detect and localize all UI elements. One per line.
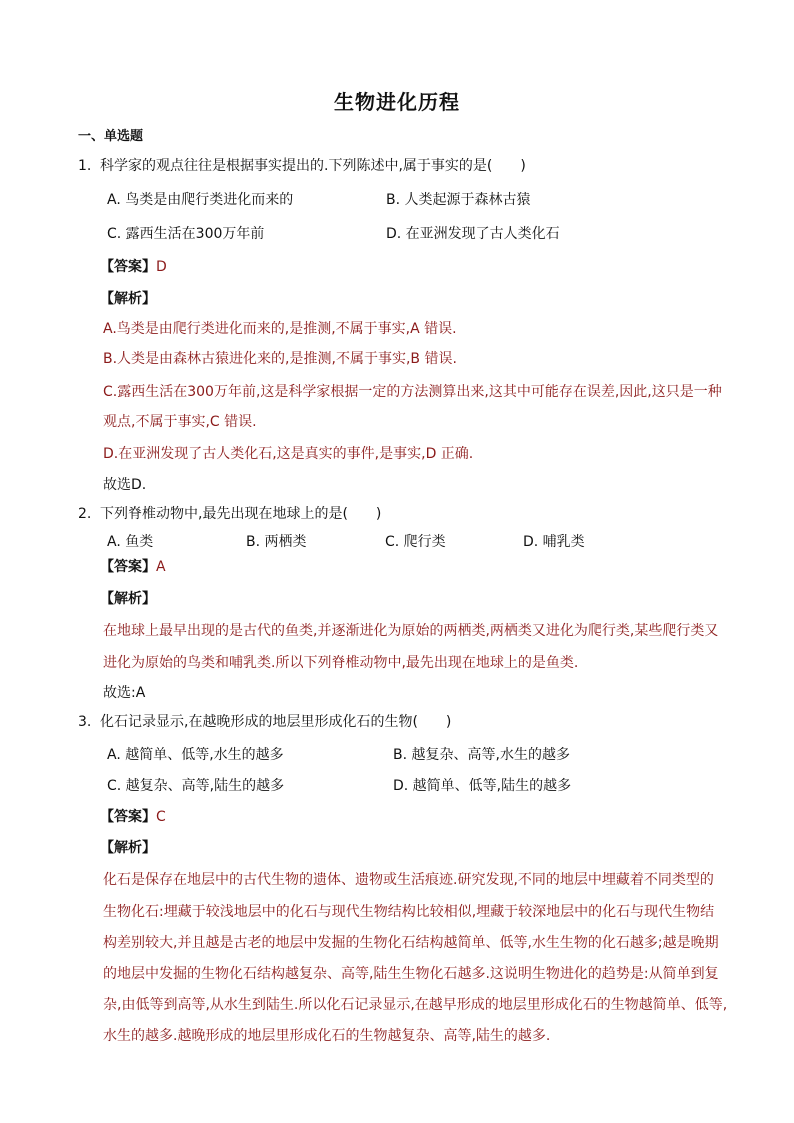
answer-line <box>100 256 167 276</box>
analysis-line: 进化为原始的鸟类和哺乳类.所以下列脊椎动物中,最先出现在地球上的是鱼类. <box>103 655 579 671</box>
conclusion: 故选:A <box>103 685 146 701</box>
analysis-line: 化石是保存在地层中的古代生物的遗体、遗物或生活痕迹.研究发现,不同的地层中埋藏着不同类型的 <box>103 872 714 888</box>
answer-line <box>100 556 166 576</box>
analysis-line: A.鸟类是由爬行类进化而来的,是推测,不属于事实,A 错误. <box>103 321 457 337</box>
analysis-line: 的地层中发掘的生物化石结构越复杂、高等,陆生生物化石越多.这说明生物进化的趋势是:从简单到复 <box>103 966 719 982</box>
question-stem: 科学家的观点往往是根据事实提出的.下列陈述中,属于事实的是( ) <box>100 158 526 174</box>
question-stem: 化石记录显示,在越晚形成的地层里形成化石的生物( ) <box>100 714 452 730</box>
question-stem: 下列脊椎动物中,最先出现在地球上的是( ) <box>100 506 382 522</box>
conclusion: 故选D. <box>103 477 147 493</box>
answer-value: D <box>156 259 167 275</box>
option-d: D. 越简单、低等,陆生的越多 <box>393 778 572 794</box>
question-number: 2. <box>78 506 92 522</box>
option-b: B. 人类起源于森林古猿 <box>386 192 531 208</box>
option-d: D. 哺乳类 <box>523 534 585 550</box>
analysis-label: 【解析】 <box>100 840 156 856</box>
answer-value: A <box>156 559 166 575</box>
answer-label: 【答案】 <box>100 259 156 275</box>
analysis-line: 生物化石:埋藏于较浅地层中的化石与现代生物结构比较相似,埋藏于较深地层中的化石与现代生物结 <box>103 904 715 920</box>
option-c: C. 越复杂、高等,陆生的越多 <box>107 778 285 794</box>
analysis-line: 水生的越多.越晚形成的地层里形成化石的生物越复杂、高等,陆生的越多. <box>103 1028 551 1044</box>
analysis-line: 观点,不属于事实,C 错误. <box>103 414 257 430</box>
question-number: 3. <box>78 714 92 730</box>
analysis-line: 在地球上最早出现的是古代的鱼类,并逐渐进化为原始的两栖类,两栖类又进化为爬行类,某些爬行类又 <box>103 623 719 639</box>
answer-label: 【答案】 <box>100 559 156 575</box>
option-c: C. 爬行类 <box>385 534 446 550</box>
option-b: B. 越复杂、高等,水生的越多 <box>393 747 570 763</box>
analysis-line: 构差别较大,并且越是古老的地层中发掘的生物化石结构越简单、低等,水生生物的化石越多;越是晚期 <box>103 935 719 951</box>
option-a: A. 越简单、低等,水生的越多 <box>107 747 284 763</box>
option-a: A. 鸟类是由爬行类进化而来的 <box>107 192 294 208</box>
option-c: C. 露西生活在300万年前 <box>107 226 265 242</box>
analysis-line: D.在亚洲发现了古人类化石,这是真实的事件,是事实,D 正确. <box>103 446 474 462</box>
question-number: 1. <box>78 158 92 174</box>
option-a: A. 鱼类 <box>107 534 154 550</box>
analysis-line: C.露西生活在300万年前,这是科学家根据一定的方法测算出来,这其中可能存在误差,因此,这只是一种 <box>103 384 722 400</box>
analysis-label: 【解析】 <box>100 291 156 307</box>
analysis-line: 杂,由低等到高等,从水生到陆生.所以化石记录显示,在越早形成的地层里形成化石的生物越简单、低等, <box>103 997 728 1013</box>
section-heading: 一、单选题 <box>78 129 144 144</box>
option-b: B. 两栖类 <box>246 534 307 550</box>
analysis-label: 【解析】 <box>100 591 156 607</box>
answer-label: 【答案】 <box>100 809 156 825</box>
answer-line <box>100 806 166 826</box>
answer-value: C <box>156 809 166 825</box>
analysis-line: B.人类是由森林古猿进化来的,是推测,不属于事实,B 错误. <box>103 351 457 367</box>
page-title: 生物进化历程 <box>334 90 460 114</box>
option-d: D. 在亚洲发现了古人类化石 <box>386 226 560 242</box>
